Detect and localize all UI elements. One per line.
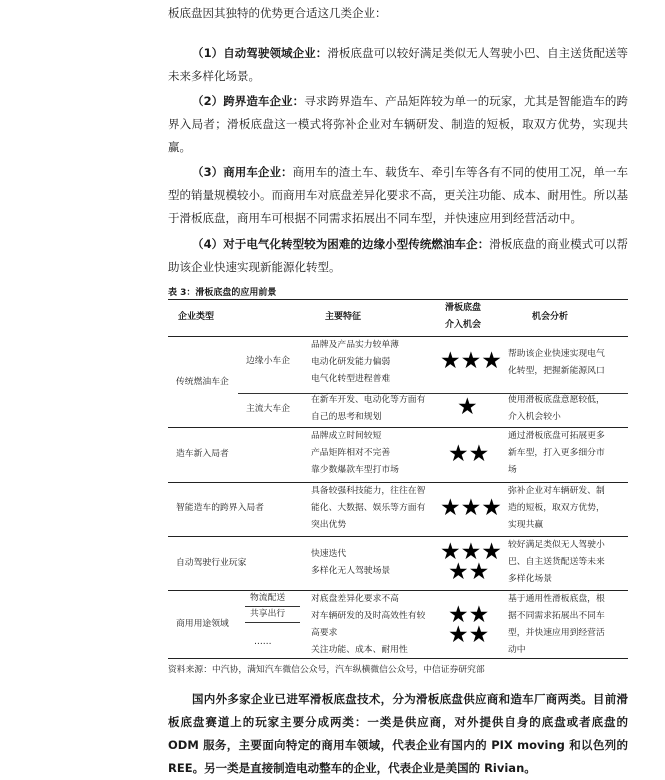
analysis-line: 场 [508,465,517,475]
feature-line: 具备较强科技能力，往往在智 [311,486,426,496]
analysis-line: 巴、自主送货配送等未来 [508,557,605,567]
row-type-auto: 自动驾驶行业玩家 [176,558,247,568]
analysis-line: 帮助该企业快速实现电气 [508,349,605,359]
rating-stars: ★★★ [440,495,502,521]
analysis-line: 介入机会较小 [508,412,561,422]
paragraph-fuel [168,233,628,279]
analysis-line: 动中 [508,645,526,655]
row-type-smart: 智能造车的跨界入局者 [176,503,264,513]
rating-stars: ★★ [448,622,490,648]
feature-line: 自己的思考和规划 [311,412,382,422]
analysis-line: 新车型，打入更多细分市 [508,448,605,458]
paragraph-text: 寻求跨界造车、产品矩阵较为单一的玩家，尤其是智能造车的跨界入局者；滑板底盘这一模式将弥补企业对车辆研发、制造的短板，取双方优势，实现共赢。 [168,94,628,154]
analysis-line: 据不同需求拓展出不同车 [508,611,605,621]
header-chance-1: 滑板底盘 [445,303,482,313]
row-type-fuel: 传统燃油车企 [176,377,229,387]
paragraph-lead: （4）对于电气化转型较为困难的边缘小型传统燃油车企： [192,237,490,251]
paragraph-lead: （1）自动驾驶领域企业： [192,46,328,60]
analysis-line: 实现共赢 [508,520,544,530]
sub-type-more: …… [254,637,272,647]
feature-line: 多样化无人驾驶场景 [311,566,391,576]
feature-line: 产品矩阵相对不完善 [311,448,391,458]
paragraph-text: 滑板底盘可以较好满足类似无人驾驶小巴、自主送货配送等未来多样化场景。 [168,46,628,83]
rating-stars: ★ [457,394,478,420]
sub-type-sharing: 共享出行 [250,609,286,619]
paragraph-autonomous [168,42,628,88]
rating-stars: ★★ [448,602,490,628]
analysis-line: 弥补企业对车辆研发、制 [508,486,605,496]
feature-line: 高要求 [311,628,338,638]
feature-line: 在新车开发、电动化等方面有 [311,395,426,405]
feature-line: 对车辆研发的及时高效性有较 [311,611,426,621]
header-features: 主要特征 [325,312,362,322]
sub-type-edge: 边缘小车企 [246,356,290,366]
analysis-line: 较好满足类似无人驾驶小 [508,540,605,550]
analysis-line: 多样化场景 [508,574,552,584]
rating-stars: ★★★ [440,539,502,565]
feature-line: 品牌及产品实力较单薄 [311,340,399,350]
analysis-line: 造的短板，取双方优势， [508,503,605,513]
paragraph-lead: （2）跨界造车企业： [192,94,305,108]
closing-paragraph: 国内外多家企业已进军滑板底盘技术，分为滑板底盘供应商和造车厂商两类。目前滑板底盘赛道上的玩家主要分成两类：一类是供应商，对外提供自身的底盘或者底盘的 ODM 服务，主要面向特定的商用车领域，代表企业有国内的 PIX moving 和以色列的 REE。另一类是直接制造电动整车的企业，代表企业是美国的 Rivian。 [168,692,628,775]
row-type-commercial: 商用用途领域 [176,619,229,629]
paragraph-crossover [168,90,628,159]
paragraph-lead: （3）商用车企业： [192,165,293,179]
header-chance-2: 介入机会 [445,320,482,330]
analysis-line: 通过滑板底盘可拓展更多 [508,431,605,441]
analysis-line: 基于通用性滑板底盘，根 [508,594,605,604]
rating-stars: ★★ [448,559,490,585]
analysis-line: 型，并快速应用到经营活 [508,628,605,638]
rating-stars: ★★ [448,441,490,467]
feature-line: 电气化转型进程普难 [311,374,391,384]
table-source: 资料来源：中汽协，满知汽车微信公众号，汽车纵横微信公众号，中信证券研究部 [168,665,485,675]
paragraph-text: 滑板底盘的商业模式可以帮助该企业快速实现新能源化转型。 [168,237,629,274]
table-caption: 表 3：滑板底盘的应用前景 [168,288,277,298]
paragraph-commercial [168,161,628,230]
intro-paragraph: 板底盘因其独特的优势更合适这几类企业： [168,6,387,20]
header-analysis: 机会分析 [532,312,569,322]
feature-line: 突出优势 [311,520,347,530]
feature-line: 品牌成立时间较短 [311,431,382,441]
feature-line: 电动化研发能力偏弱 [311,357,391,367]
paragraph-text: 商用车的渣土车、载货车、牵引车等各有不同的使用工况，单一车型的销量规模较小。而商用车对底盘差异化要求不高，更关注功能、成本、耐用性。所以基于滑板底盘，商用车可根据不同需求拓展出不同车型，并快速应用到经营活动中。 [168,165,628,225]
feature-line: 关注功能、成本、耐用性 [311,645,408,655]
sub-type-logistics: 物流配送 [250,593,286,603]
header-type: 企业类型 [178,312,215,322]
row-type-newcar: 造车新入局者 [176,449,229,459]
rating-stars: ★★★ [440,348,502,374]
feature-line: 快速迭代 [311,549,347,559]
feature-line: 能化、大数据、娱乐等方面有 [311,503,426,513]
sub-type-main: 主流大车企 [246,404,290,414]
analysis-line: 使用滑板底盘意愿较低， [508,395,605,405]
feature-line: 对底盘差异化要求不高 [311,594,399,604]
table-top-rule [168,299,628,300]
feature-line: 靠少数爆款车型打市场 [311,465,399,475]
analysis-line: 化转型，把握新能源风口 [508,366,605,376]
